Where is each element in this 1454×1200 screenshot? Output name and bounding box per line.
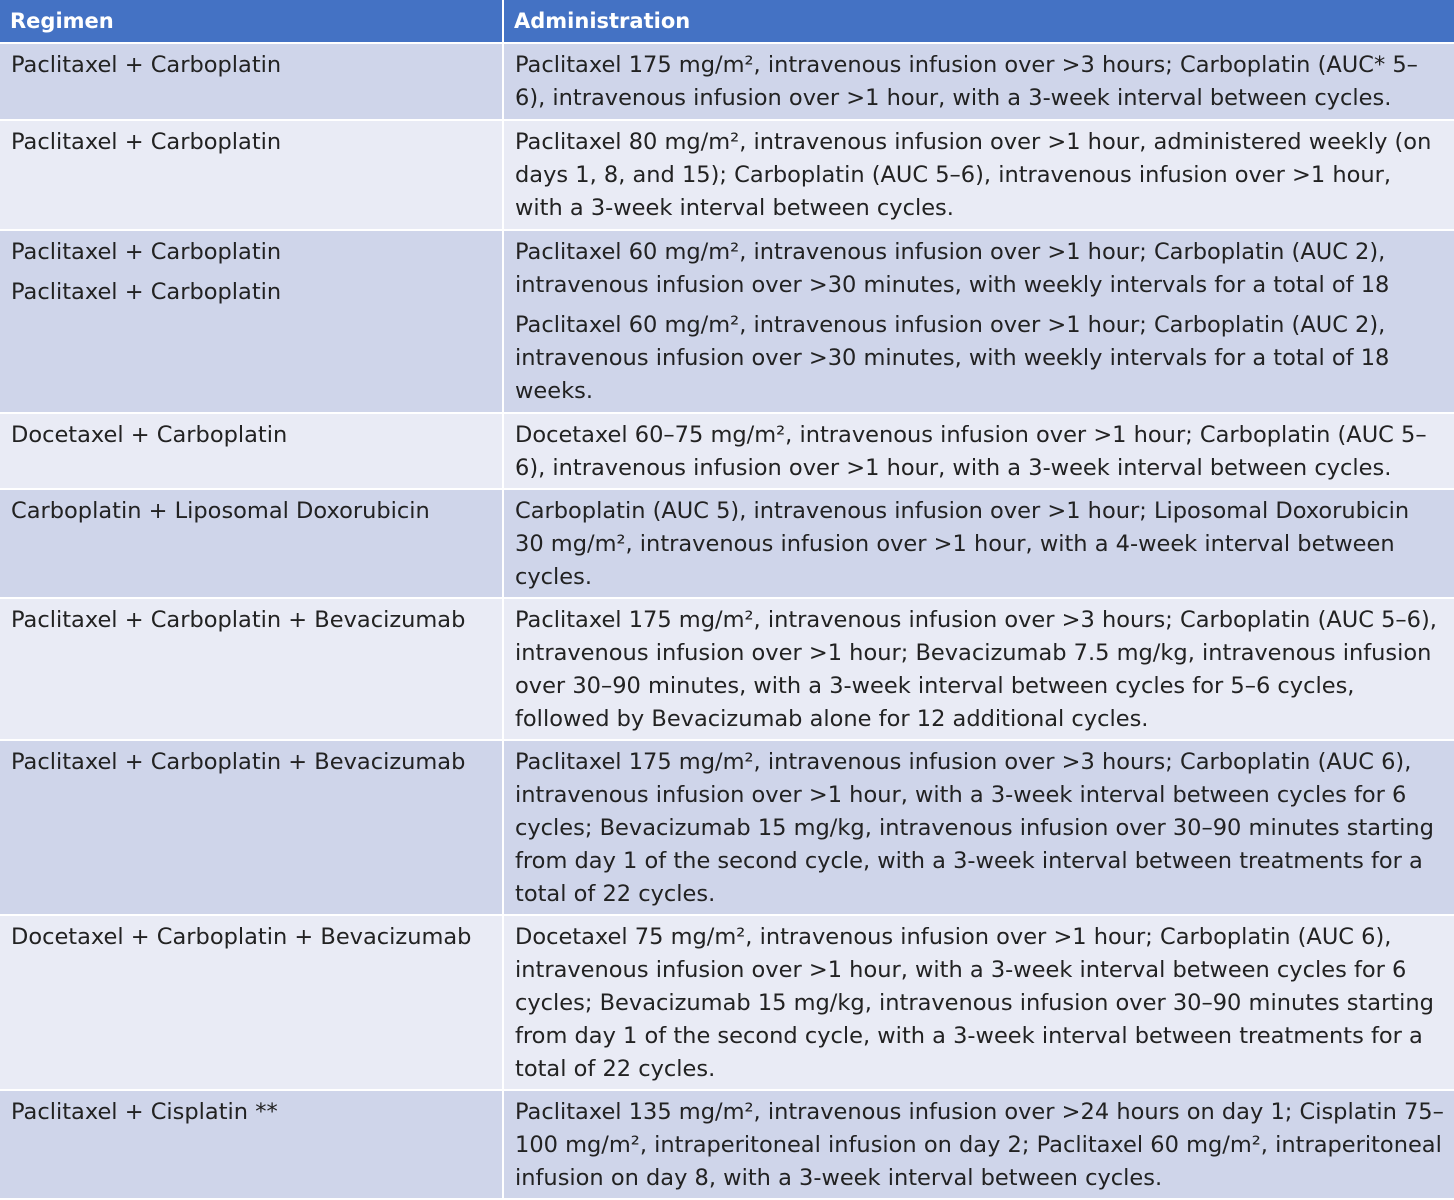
regimen-cell: Docetaxel + Carboplatin: [0, 413, 503, 489]
administration-cell: Paclitaxel 175 mg/m², intravenous infusion over >3 hours; Carboplatin (AUC* 5–6), intravenous infusion over >1 hour, with a 3-week interval between cycles.: [503, 43, 1454, 120]
table-row: [0, 230, 1454, 413]
regimen-cell: Paclitaxel + Carboplatin: [0, 43, 503, 120]
header-regimen: Regimen: [0, 0, 503, 43]
regimen-cell: Paclitaxel + Carboplatin: [0, 120, 503, 230]
table-row: [0, 1090, 1454, 1199]
regimen-cell: Paclitaxel + Carboplatin: [11, 279, 282, 305]
table-row: [0, 489, 1454, 598]
header-administration: Administration: [503, 0, 1454, 43]
regimen-cell: Paclitaxel + Carboplatin: [11, 239, 282, 265]
table-row: [0, 413, 1454, 489]
administration-cell: Docetaxel 60–75 mg/m², intravenous infusion over >1 hour; Carboplatin (AUC 5–6), intravenous infusion over >1 hour, with a 3-week interval between cycles.: [503, 413, 1454, 489]
regimen-cell-group: [0, 230, 503, 413]
administration-cell: Paclitaxel 175 mg/m², intravenous infusion over >3 hours; Carboplatin (AUC 5–6), intravenous infusion over >1 hour; Bevacizumab 7.5 mg/kg, intravenous infusion over 30–90 minutes, with a 3-week interval between cycles for 5–6 cycles, followed by Bevacizumab alone for 12 additional cycles.: [503, 598, 1454, 740]
administration-cell: Docetaxel 75 mg/m², intravenous infusion over >1 hour; Carboplatin (AUC 6), intravenous infusion over >1 hour, with a 3-week interval between cycles for 6 cycles; Bevacizumab 15 mg/kg, intravenous infusion over 30–90 minutes starting from day 1 of the second cycle, with a 3-week interval between treatments for a total of 22 cycles.: [503, 915, 1454, 1090]
administration-cell: Paclitaxel 80 mg/m², intravenous infusion over >1 hour, administered weekly (on days 1, 8, and 15); Carboplatin (AUC 5–6), intravenous infusion over >1 hour, with a 3-week interval between cycles.: [503, 120, 1454, 230]
table-row: [0, 120, 1454, 230]
regimen-cell: Carboplatin + Liposomal Doxorubicin: [0, 489, 503, 598]
administration-cell: Paclitaxel 60 mg/m², intravenous infusion over >1 hour; Carboplatin (AUC 2), intravenous infusion over >30 minutes, with weekly intervals for a total of 18 weeks.: [515, 312, 1390, 404]
regimen-cell: Paclitaxel + Carboplatin + Bevacizumab: [0, 740, 503, 915]
regimen-cell: Paclitaxel + Cisplatin **: [0, 1090, 503, 1199]
administration-cell: Paclitaxel 135 mg/m², intravenous infusion over >24 hours on day 1; Cisplatin 75–100 mg/m², intraperitoneal infusion on day 2; Paclitaxel 60 mg/m², intraperitoneal infusion on day 8, with a 3-week interval between cycles.: [503, 1090, 1454, 1199]
table-row: [0, 43, 1454, 120]
regimen-cell: Paclitaxel + Carboplatin + Bevacizumab: [0, 598, 503, 740]
regimen-cell: Docetaxel + Carboplatin + Bevacizumab: [0, 915, 503, 1090]
table-row: [0, 740, 1454, 915]
table-header-row: [0, 0, 1454, 43]
administration-cell: Paclitaxel 175 mg/m², intravenous infusion over >3 hours; Carboplatin (AUC 6), intravenous infusion over >1 hour, with a 3-week interval between cycles for 6 cycles; Bevacizumab 15 mg/kg, intravenous infusion over 30–90 minutes starting from day 1 of the second cycle, with a 3-week interval between treatments for a total of 22 cycles.: [503, 740, 1454, 915]
administration-cell: Paclitaxel 60 mg/m², intravenous infusion over >1 hour; Carboplatin (AUC 2), intravenous infusion over >30 minutes, with weekly intervals for a total of 18: [515, 239, 1390, 298]
table-row: [0, 598, 1454, 740]
administration-cell: Carboplatin (AUC 5), intravenous infusion over >1 hour; Liposomal Doxorubicin 30 mg/m², intravenous infusion over >1 hour, with a 4-week interval between cycles.: [503, 489, 1454, 598]
administration-cell-group: [503, 230, 1454, 413]
table-row: [0, 915, 1454, 1090]
